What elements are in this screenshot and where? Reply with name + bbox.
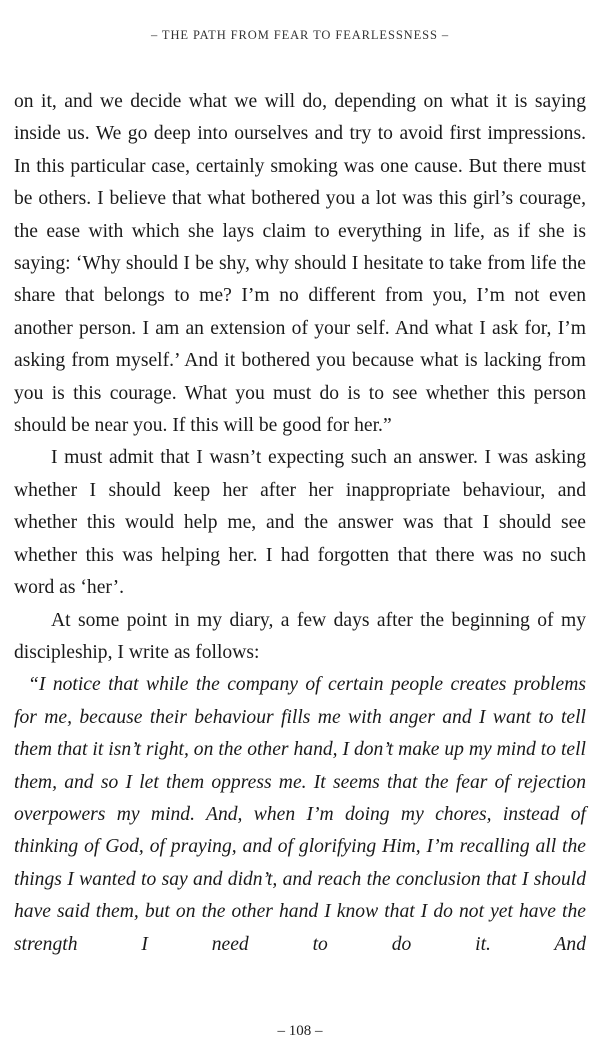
page-number: – 108 – [277, 1023, 323, 1039]
paragraph-diary-intro: At some point in my diary, a few days after the beginning of my discipleship, I write as follows: [14, 609, 586, 663]
paragraph-continued: on it, and we decide what we will do, depending on what it is saying inside us. We go deep into ourselves and try to avoid first impressions. In this particular case, certainly smoking was one cause. But there must be others. I believe that what bothered you a lot was this girl’s courage, the ease with which she lays claim to everything in life, as if she is saying: ‘Why should I be shy, why should I hesitate to take from life the share that belongs to me? I’m no different from you, I’m not even another person. I am an extension of your self. And what I ask for, I’m asking from myself.’ And it bothered you because what is lacking from you is this courage. What you must do is to see whether this person should be near you. If this will be good for her.” [14, 91, 586, 437]
paragraph-answer-reflection: I must admit that I wasn’t expecting such an answer. I was asking whether I should keep her after her inappropriate behaviour, and whether this would help me, and the answer was that I should see whether this was helping her. I had forgotten that there was no such word as ‘her’. [14, 447, 586, 599]
running-head: – THE PATH FROM FEAR TO FEARLESSNESS – [150, 28, 450, 42]
paragraph-diary-quote: “I notice that while the company of certain people creates problems for me, because their behaviour fills me with anger and I want to tell them that it isn’t right, on the other hand, I don’t make up my mind to tell them, and so I let them oppress me. It seems that the fear of rejection overpowers my mind. And, when I’m doing my chores, instead of thinking of God, of praying, and of glorifying Him, I’m recalling all the things I wanted to say and didn’t, and reach the conclusion that I should have said them, but on the other hand I know that I do not yet have the strength I need to do it. And [14, 674, 586, 955]
body-text [14, 86, 586, 961]
